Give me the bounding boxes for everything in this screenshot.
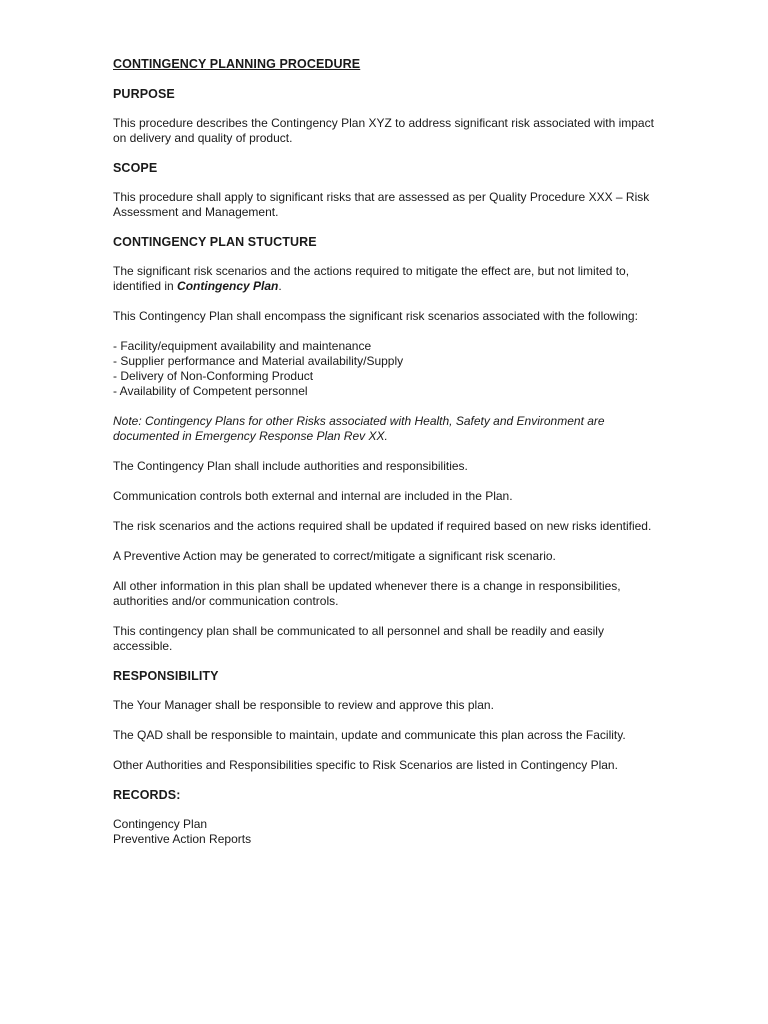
update-paragraph: The risk scenarios and the actions required shall be updated if required based on new risks identified. [113, 519, 652, 533]
list-item: Contingency Plan [113, 817, 208, 831]
document-page [113, 57, 658, 847]
structure-encompass-text: This Contingency Plan shall encompass the significant risk scenarios associated with the following: [113, 309, 638, 323]
records-list [113, 817, 658, 847]
risk-scenario-list [113, 339, 658, 399]
responsibility-heading: RESPONSIBILITY [113, 669, 219, 683]
list-item: - Supplier performance and Material availability/Supply [113, 354, 404, 368]
document-title: CONTINGENCY PLANNING PROCEDURE [113, 57, 361, 71]
list-item: - Delivery of Non-Conforming Product [113, 369, 314, 383]
manager-responsibility: The Your Manager shall be responsible to review and approve this plan. [113, 698, 494, 712]
communication-paragraph: Communication controls both external and internal are included in the Plan. [113, 489, 513, 503]
preventive-action-paragraph: A Preventive Action may be generated to correct/mitigate a significant risk scenario. [113, 549, 556, 563]
records-heading: RECORDS: [113, 788, 181, 802]
purpose-heading: PURPOSE [113, 87, 175, 101]
scope-text: This procedure shall apply to significant risks that are assessed as per Quality Procedure XXX – Risk Assessment and Management. [113, 190, 650, 219]
hse-note: Note: Contingency Plans for other Risks associated with Health, Safety and Environment are documented in Emergency Response Plan Rev XX. [113, 414, 605, 443]
list-item: - Availability of Competent personnel [113, 384, 308, 398]
structure-intro [113, 264, 658, 294]
structure-heading: CONTINGENCY PLAN STUCTURE [113, 235, 317, 249]
structure-intro-end: . [278, 279, 282, 293]
list-item: - Facility/equipment availability and maintenance [113, 339, 372, 353]
scope-heading: SCOPE [113, 161, 158, 175]
qad-responsibility: The QAD shall be responsible to maintain, update and communicate this plan across the Facility. [113, 728, 626, 742]
other-responsibility: Other Authorities and Responsibilities specific to Risk Scenarios are listed in Contingency Plan. [113, 758, 618, 772]
structure-intro-text: The significant risk scenarios and the actions required to mitigate the effect are, but not limited to, identified in [113, 264, 630, 293]
list-item: Preventive Action Reports [113, 832, 252, 846]
contingency-plan-emphasis: Contingency Plan [177, 279, 279, 293]
communicated-paragraph: This contingency plan shall be communicated to all personnel and shall be readily and easily accessible. [113, 624, 604, 653]
other-info-paragraph: All other information in this plan shall be updated whenever there is a change in responsibilities, authorities and/or communication controls. [113, 579, 621, 608]
purpose-text: This procedure describes the Contingency Plan XYZ to address significant risk associated with impact on delivery and quality of product. [113, 116, 654, 145]
authorities-paragraph: The Contingency Plan shall include authorities and responsibilities. [113, 459, 468, 473]
